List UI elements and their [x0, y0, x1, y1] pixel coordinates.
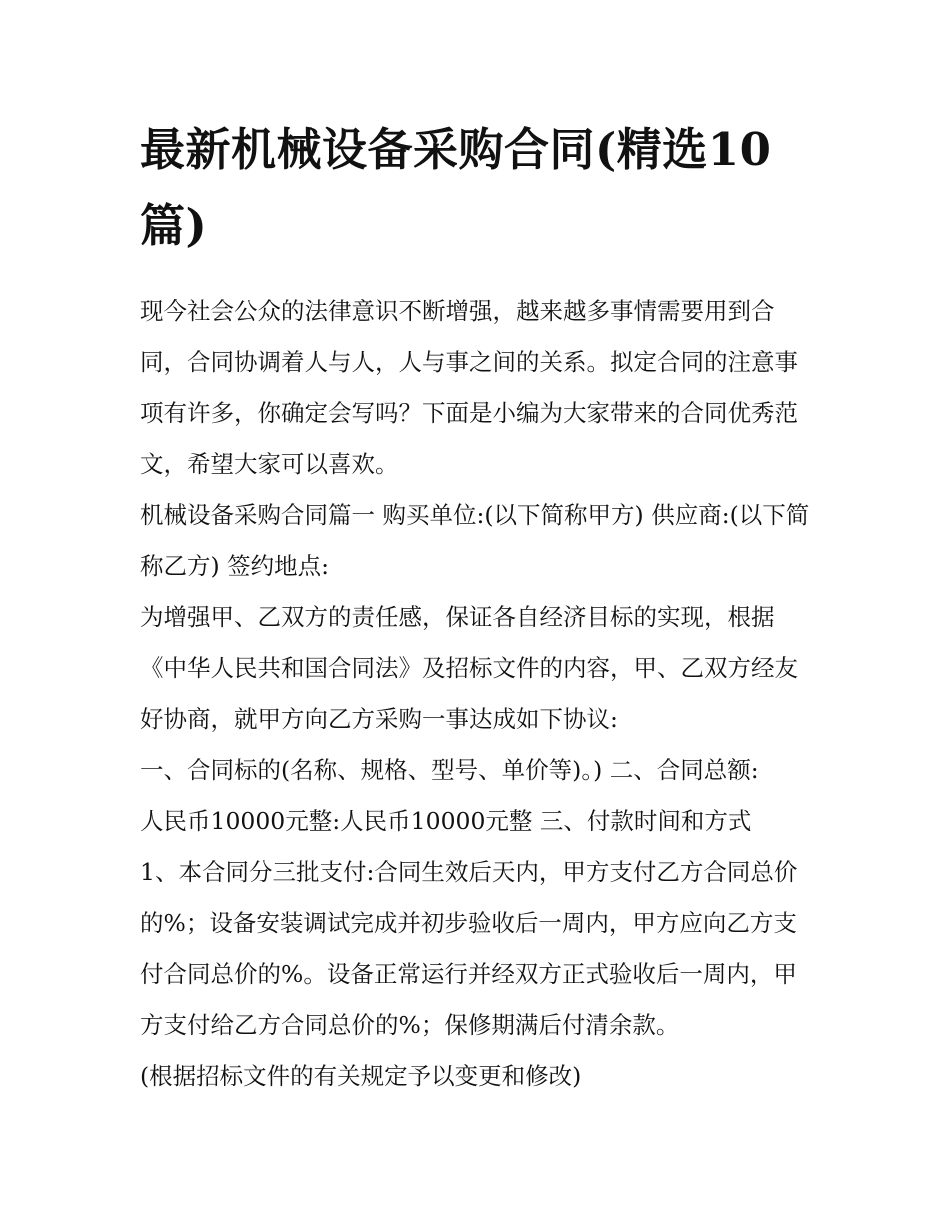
document-title: 最新机械设备采购合同(精选10篇) [140, 123, 772, 252]
intro-paragraph: 现今社会公众的法律意识不断增强，越来越多事情需要用到合同，合同协调着人与人，人与事之间的关系。拟定合同的注意事项有许多，你确定会写吗？下面是小编为大家带来的合同优秀范文，希望大家可以喜欢。 [140, 297, 798, 478]
contract-subject-paragraph: 一、合同标的(名称、规格、型号、单价等)。) 二、合同总额: [140, 756, 759, 784]
contract-purpose-paragraph: 为增强甲、乙双方的责任感，保证各自经济目标的实现，根据《中华人民共和国合同法》及招标文件的内容，甲、乙双方经友好协商，就甲方向乙方采购一事达成如下协议: [140, 603, 798, 733]
document-body [140, 112, 816, 1102]
contract-parties-paragraph: 机械设备采购合同篇一 购买单位:(以下简称甲方) 供应商:(以下简称乙方) 签约地点: [140, 501, 810, 580]
modification-note-paragraph: (根据招标文件的有关规定予以变更和修改) [140, 1062, 582, 1090]
contract-amount-paragraph: 人民币10000元整:人民币10000元整 三、付款时间和方式 [140, 807, 752, 835]
payment-terms-paragraph: 1、本合同分三批支付:合同生效后天内，甲方支付乙方合同总价的%；设备安装调试完成并初步验收后一周内，甲方应向乙方支付合同总价的%。设备正常运行并经双方正式验收后一周内，甲方支付给乙方合同总价的%；保修期满后付清余款。 [140, 858, 798, 1039]
